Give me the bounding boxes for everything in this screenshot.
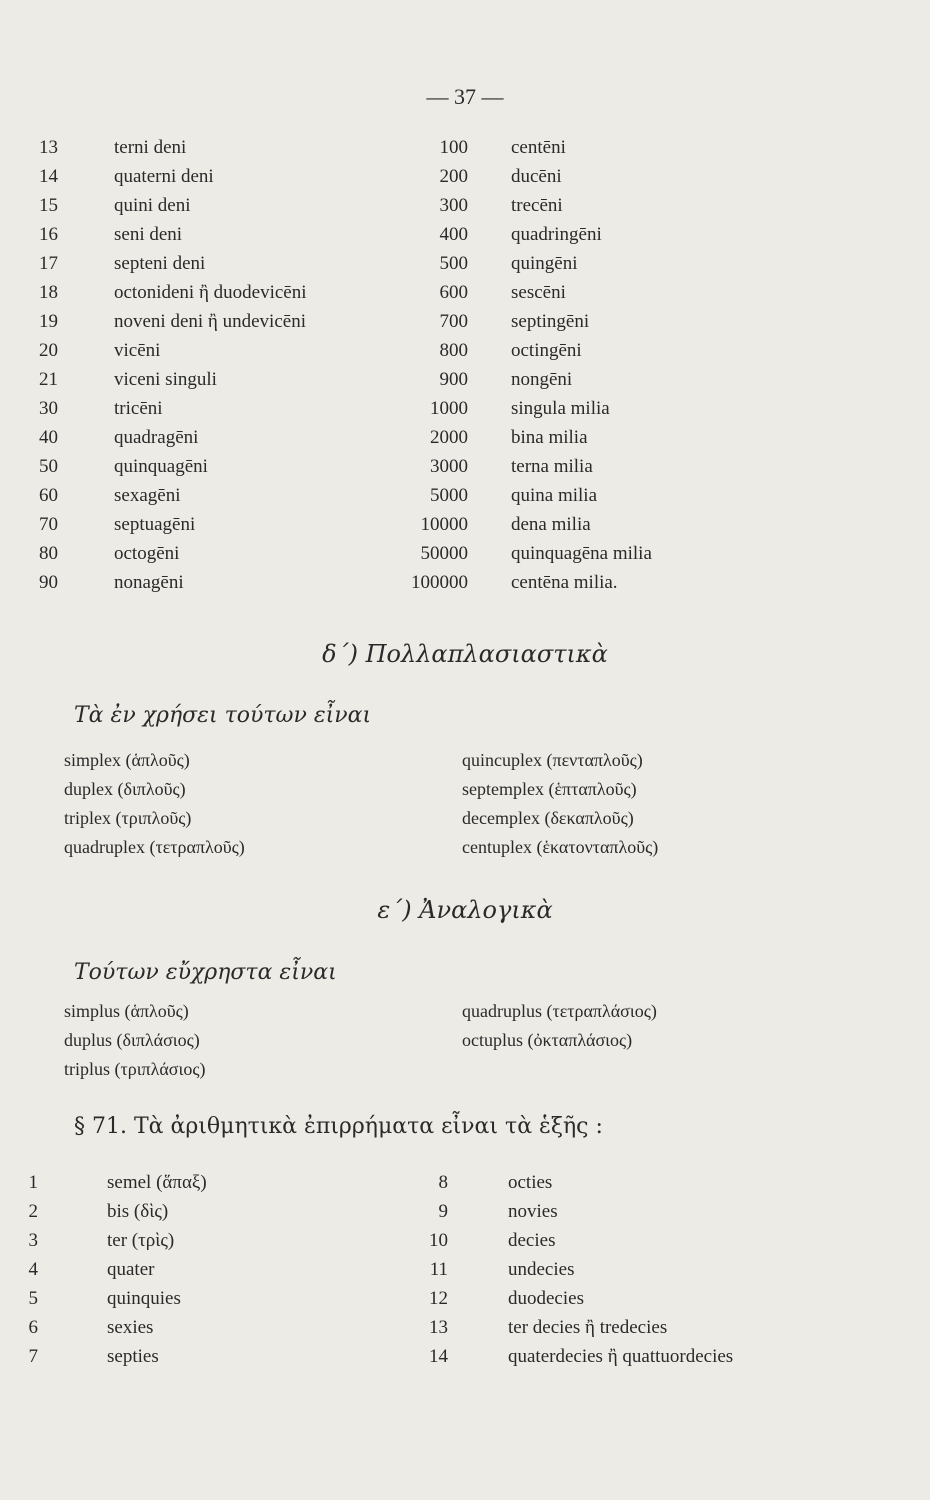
number-right: 2000: [430, 427, 468, 448]
latin-term-left: terni deni: [114, 137, 187, 158]
number-right: 9: [438, 1201, 448, 1222]
list-item: quadruplex (τετραπλοῦς): [64, 837, 245, 857]
adverb-left: septies: [107, 1346, 159, 1367]
latin-term-left: noveni deni ἢ undevicēni: [114, 311, 306, 332]
latin-term-left: septuagēni: [114, 514, 196, 535]
list-item: quincuplex (πενταπλοῦς): [462, 750, 643, 770]
latin-term-right: dena milia: [511, 514, 591, 535]
number-right: 700: [439, 311, 468, 332]
list-item: centuplex (ἑκατονταπλοῦς): [462, 837, 659, 857]
table-row: [0, 253, 930, 282]
number-left: 18: [39, 282, 58, 303]
number-right: 11: [429, 1259, 448, 1280]
list-item: quadruplus (τετραπλάσιος): [462, 1001, 657, 1021]
latin-term-right: quingēni: [511, 253, 578, 274]
latin-term-right: quina milia: [511, 485, 598, 506]
number-left: 17: [39, 253, 58, 274]
latin-term-right: quinquagēna milia: [511, 543, 652, 564]
number-right: 800: [439, 340, 468, 361]
number-right: 3000: [430, 456, 468, 477]
adverb-right: octies: [508, 1172, 553, 1193]
number-left: 3: [28, 1230, 38, 1251]
number-left: 6: [28, 1317, 38, 1338]
number-left: 90: [39, 572, 58, 593]
number-left: 70: [39, 514, 58, 535]
latin-term-left: octonideni ἢ duodevicēni: [114, 282, 307, 303]
number-right: 300: [439, 195, 468, 216]
latin-term-right: centēni: [511, 137, 566, 158]
table-row: [0, 137, 930, 166]
latin-term-right: bina milia: [511, 427, 588, 448]
latin-term-right: septingēni: [511, 311, 590, 332]
list-item: triplex (τριπλοῦς): [64, 808, 192, 828]
table-row: [0, 224, 930, 253]
adverb-right: duodecies: [508, 1288, 584, 1309]
table-row: [0, 456, 930, 485]
number-left: 80: [39, 543, 58, 564]
latin-term-left: quini deni: [114, 195, 191, 216]
latin-term-right: octingēni: [511, 340, 582, 361]
table-row: [0, 340, 930, 369]
number-right: 10: [429, 1230, 448, 1251]
adverb-right: novies: [508, 1201, 558, 1222]
latin-term-right: ducēni: [511, 166, 562, 187]
number-left: 30: [39, 398, 58, 419]
table-row: [0, 514, 930, 543]
table-row: [0, 572, 930, 601]
page-number: — 37 —: [426, 84, 504, 109]
number-right: 50000: [420, 543, 468, 564]
adverb-right: ter decies ἢ tredecies: [508, 1317, 668, 1338]
number-right: 400: [439, 224, 468, 245]
table-row: [0, 1317, 930, 1346]
number-left: 20: [39, 340, 58, 361]
adverb-right: undecies: [508, 1259, 575, 1280]
number-left: 5: [28, 1288, 38, 1309]
latin-term-right: quadringēni: [511, 224, 602, 245]
table-row: [0, 1346, 930, 1375]
list-item: triplus (τριπλάσιος): [64, 1059, 206, 1079]
latin-term-left: quaterni deni: [114, 166, 214, 187]
latin-term-right: sescēni: [511, 282, 566, 303]
table-row: [0, 369, 930, 398]
list-item: duplus (διπλάσιος): [64, 1030, 200, 1050]
number-left: 7: [28, 1346, 38, 1367]
number-left: 21: [39, 369, 58, 390]
number-left: 40: [39, 427, 58, 448]
latin-term-left: septeni deni: [114, 253, 206, 274]
number-right: 1000: [430, 398, 468, 419]
number-right: 100: [439, 137, 468, 158]
section-d-heading: δ΄) Πολλαπλασιαστικὰ: [322, 640, 608, 668]
number-right: 100000: [411, 572, 468, 593]
list-item: duplex (διπλοῦς): [64, 779, 186, 799]
number-right: 14: [429, 1346, 448, 1367]
number-right: 13: [429, 1317, 448, 1338]
list-item: simplex (ἁπλοῦς): [64, 750, 190, 770]
table-row: [0, 1201, 930, 1230]
number-left: 4: [28, 1259, 38, 1280]
latin-term-right: trecēni: [511, 195, 563, 216]
table-row: [0, 543, 930, 572]
adverb-left: quater: [107, 1259, 155, 1280]
latin-term-left: vicēni: [114, 340, 161, 361]
latin-term-left: quinquagēni: [114, 456, 208, 477]
table-row: [0, 166, 930, 195]
latin-term-left: tricēni: [114, 398, 163, 419]
latin-term-left: quadragēni: [114, 427, 199, 448]
adverb-right: decies: [508, 1230, 556, 1251]
latin-term-right: terna milia: [511, 456, 593, 477]
number-right: 12: [429, 1288, 448, 1309]
table-row: [0, 311, 930, 340]
table-row: [0, 195, 930, 224]
number-left: 60: [39, 485, 58, 506]
number-right: 8: [438, 1172, 448, 1193]
latin-term-left: seni deni: [114, 224, 183, 245]
adverb-left: semel (ἅπαξ): [107, 1172, 207, 1193]
number-left: 16: [39, 224, 58, 245]
number-left: 15: [39, 195, 58, 216]
adverb-left: sexies: [107, 1317, 154, 1338]
number-left: 50: [39, 456, 58, 477]
number-left: 2: [28, 1201, 38, 1222]
section-e-intro: Τούτων εὔχρηστα εἶναι: [74, 960, 337, 985]
number-left: 13: [39, 137, 58, 158]
section-d-intro: Τὰ ἐν χρήσει τούτων εἶναι: [74, 703, 372, 728]
list-item: septemplex (ἑπταπλοῦς): [462, 779, 637, 799]
latin-term-left: viceni singuli: [114, 369, 217, 390]
number-right: 500: [439, 253, 468, 274]
table-row: [0, 282, 930, 311]
number-left: 19: [39, 311, 58, 332]
list-item: simplus (ἁπλοῦς): [64, 1001, 189, 1021]
latin-term-right: singula milia: [511, 398, 610, 419]
section-e-heading: ε΄) Ἀναλογικὰ: [377, 896, 553, 924]
number-right: 600: [439, 282, 468, 303]
number-right: 200: [439, 166, 468, 187]
adverb-left: ter (τρὶς): [107, 1230, 175, 1251]
table-row: [0, 1288, 930, 1317]
list-item: octuplus (ὀκταπλάσιος): [462, 1030, 633, 1050]
number-right: 900: [439, 369, 468, 390]
number-left: 1: [28, 1172, 38, 1193]
table-row: [0, 1259, 930, 1288]
latin-term-right: nongēni: [511, 369, 573, 390]
adverb-left: quinquies: [107, 1288, 181, 1309]
adverb-left: bis (δὶς): [107, 1201, 169, 1222]
latin-term-left: octogēni: [114, 543, 180, 564]
number-right: 5000: [430, 485, 468, 506]
latin-term-left: sexagēni: [114, 485, 181, 506]
table-row: [0, 1230, 930, 1259]
table-row: [0, 398, 930, 427]
list-item: decemplex (δεκαπλοῦς): [462, 808, 634, 828]
adverb-right: quaterdecies ἢ quattuordecies: [508, 1346, 734, 1367]
latin-term-right: centēna milia.: [511, 572, 618, 593]
number-right: 10000: [420, 514, 468, 535]
latin-term-left: nonagēni: [114, 572, 184, 593]
section-71-title: § 71. Τὰ ἀριθμητικὰ ἐπιρρήματα εἶναι τὰ ἑξῆς :: [74, 1114, 603, 1139]
table-row: [0, 427, 930, 456]
number-left: 14: [39, 166, 58, 187]
table-row: [0, 1172, 930, 1201]
table-row: [0, 485, 930, 514]
